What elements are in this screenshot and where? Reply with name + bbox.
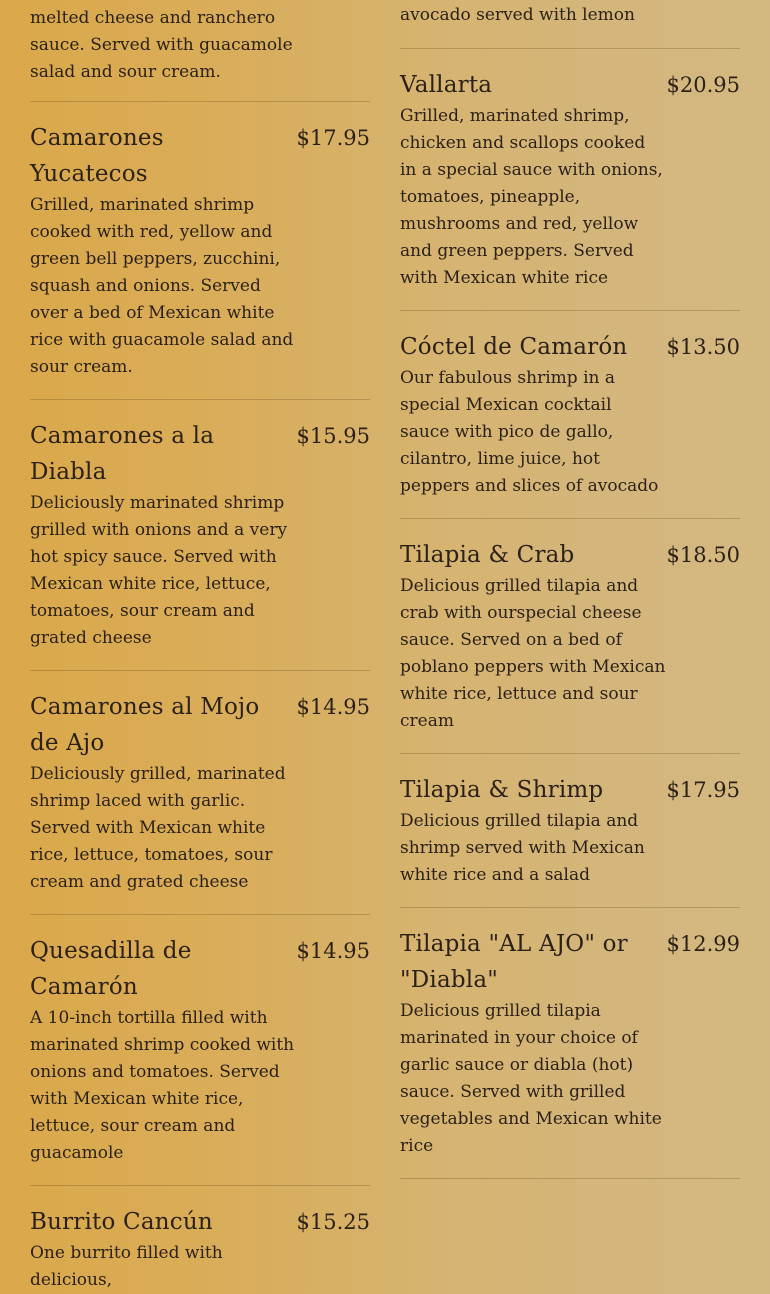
menu-item-description: melted cheese and ranchero sauce. Served with guacamole salad and sour cream.: [30, 8, 293, 82]
menu-item-price: $14.95: [296, 695, 370, 719]
menu-item-name: Tilapia "AL AJO" or "Diabla": [400, 931, 628, 993]
menu-item: [30, 400, 370, 671]
menu-item: [400, 519, 740, 754]
menu-item: [400, 311, 740, 519]
menu-item-name: Cóctel de Camarón: [400, 334, 628, 360]
menu-item-price: $20.95: [666, 73, 740, 97]
menu-column-left: [30, 0, 370, 1294]
menu-item: [400, 754, 740, 908]
menu-item: [400, 908, 740, 1179]
menu-item-price: $12.99: [666, 932, 740, 956]
menu-item-name: Tilapia & Shrimp: [400, 777, 604, 803]
menu-item-price: $13.50: [666, 335, 740, 359]
menu-item-description: Our fabulous shrimp in a special Mexican cocktail sauce with pico de gallo, cilantro, lime juice, hot peppers and slices of avocado: [400, 368, 659, 496]
menu-item-description: Grilled, marinated shrimp, chicken and scallops cooked in a special sauce with onions, tomatoes, pineapple, mushrooms and red, yellow and green peppers. Served with Mexican white rice: [400, 106, 663, 288]
menu-column-right: [400, 0, 740, 1179]
menu-item: [400, 49, 740, 311]
menu-item-name: Camarones al Mojo de Ajo: [30, 694, 260, 756]
menu-item: [30, 1186, 370, 1294]
menu-item-description: A 10-inch tortilla filled with marinated shrimp cooked with onions and tomatoes. Served with Mexican white rice, lettuce, sour cream and guacamole: [30, 1008, 295, 1163]
menu-item-description: Delicious grilled tilapia and crab with ourspecial cheese sauce. Served on a bed of poblano peppers with Mexican white rice, lettuce and sour cream: [400, 576, 666, 731]
menu-item-name: Tilapia & Crab: [400, 542, 575, 568]
menu-item-name: Camarones a la Diabla: [30, 423, 215, 485]
menu-item-price: $14.95: [296, 939, 370, 963]
menu-item-description: Grilled, marinated shrimp cooked with red, yellow and green bell peppers, zucchini, squash and onions. Served over a bed of Mexican white rice with guacamole salad and sour cream.: [30, 195, 294, 377]
menu-item-description: One burrito filled with delicious,: [30, 1243, 223, 1290]
menu-item: [400, 0, 740, 49]
menu-item: [30, 102, 370, 400]
menu-item-name: Burrito Cancún: [30, 1209, 213, 1235]
menu-item-description: avocado served with lemon: [400, 5, 635, 25]
menu-item-description: Deliciously marinated shrimp grilled with onions and a very hot spicy sauce. Served with Mexican white rice, lettuce, tomatoes, sour cream and grated cheese: [30, 493, 288, 648]
menu-item-price: $17.95: [666, 778, 740, 802]
menu-item-price: $15.95: [296, 424, 370, 448]
menu-item-description: Delicious grilled tilapia marinated in your choice of garlic sauce or diabla (hot) sauce. Served with grilled vegetables and Mexican white rice: [400, 1001, 662, 1156]
menu-item-price: $15.25: [296, 1210, 370, 1234]
menu-item-name: Vallarta: [400, 72, 493, 98]
menu-item-description: Delicious grilled tilapia and shrimp served with Mexican white rice and a salad: [400, 811, 645, 885]
menu-item-name: Camarones Yucatecos: [30, 125, 164, 187]
menu-item-price: $17.95: [296, 126, 370, 150]
menu-item: [30, 915, 370, 1186]
menu-item: [30, 0, 370, 102]
menu-item-price: $18.50: [666, 543, 740, 567]
menu-item: [30, 671, 370, 915]
menu-item-name: Quesadilla de Camarón: [30, 938, 192, 1000]
menu-item-description: Deliciously grilled, marinated shrimp laced with garlic. Served with Mexican white rice, lettuce, tomatoes, sour cream and grated cheese: [30, 764, 286, 892]
